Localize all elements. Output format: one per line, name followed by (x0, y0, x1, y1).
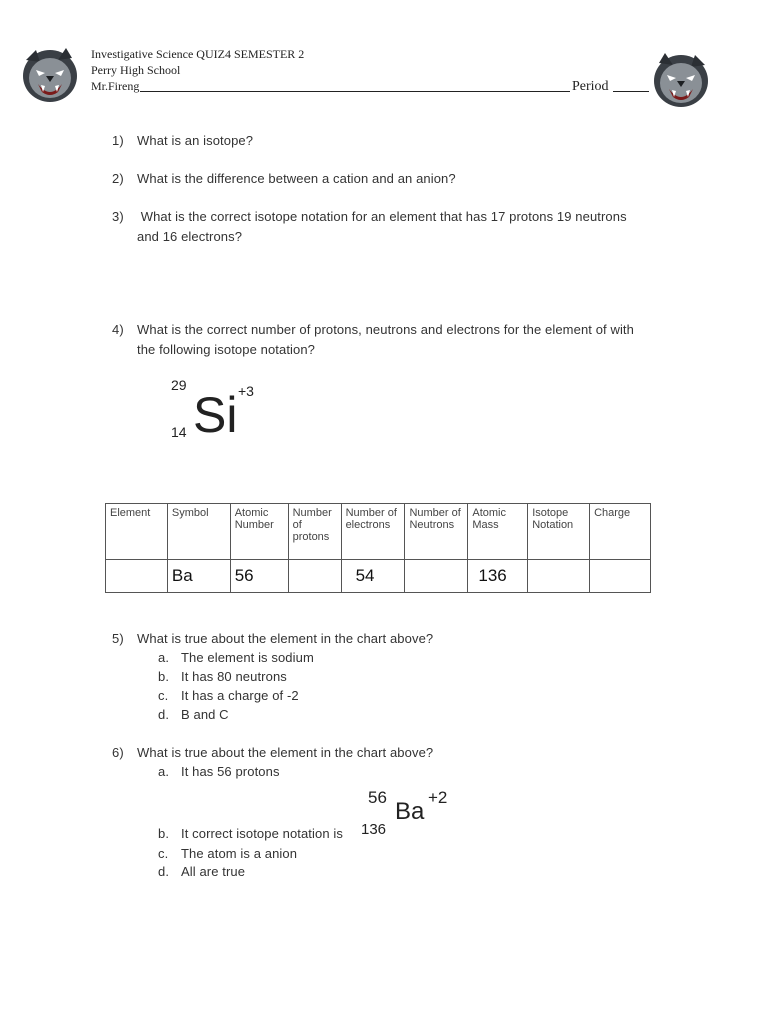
period-label: Period (572, 79, 609, 94)
question-number: 2) (112, 171, 124, 186)
cell-symbol[interactable]: Ba (167, 560, 230, 593)
option-text: It correct isotope notation is (181, 826, 343, 841)
q5-option-a[interactable] (158, 650, 314, 665)
question-text: What is true about the element in the chart above? (137, 631, 434, 646)
q5-option-d[interactable] (158, 707, 229, 722)
option-text: It has a charge of -2 (181, 688, 299, 703)
ba-mass-number: 56 (368, 788, 387, 807)
panther-mascot-icon (647, 47, 717, 113)
header-isotope-notation: Isotope Notation (528, 504, 590, 560)
option-letter: c. (158, 688, 169, 703)
question-text: What is the correct isotope notation for an element that has 17 protons 19 neutrons (137, 209, 627, 224)
cell-neutrons[interactable] (405, 560, 468, 593)
ba-charge: +2 (428, 788, 448, 807)
q6-option-a[interactable] (158, 764, 280, 779)
si-mass-number: 29 (171, 377, 187, 393)
course-line (91, 47, 304, 62)
panther-mascot-icon (14, 42, 84, 108)
cell-atomic-mass[interactable]: 136 (468, 560, 528, 593)
question-3-continued: and 16 electrons? (137, 229, 243, 244)
option-text: B and C (181, 707, 229, 722)
option-text: The element is sodium (181, 650, 314, 665)
ba-isotope-notation (358, 788, 458, 844)
option-letter: d. (158, 864, 170, 879)
cell-protons[interactable] (288, 560, 341, 593)
option-letter: b. (158, 826, 170, 841)
name-line (91, 79, 649, 94)
option-text: The atom is a anion (181, 846, 298, 861)
option-text: It has 80 neutrons (181, 669, 287, 684)
teacher-name: Mr.Fireng (91, 79, 140, 93)
option-letter: c. (158, 846, 169, 861)
header-atomic-number: Atomic Number (230, 504, 288, 560)
header-charge: Charge (590, 504, 651, 560)
q5-option-b[interactable] (158, 669, 287, 684)
q6-option-c[interactable] (158, 846, 298, 861)
header-atomic-mass: Atomic Mass (468, 504, 528, 560)
header-element: Element (106, 504, 168, 560)
question-number: 6) (112, 745, 124, 760)
cell-charge[interactable] (590, 560, 651, 593)
element-table (105, 503, 651, 593)
question-number: 3) (112, 209, 124, 224)
table-header-row (106, 504, 651, 560)
q5-option-c[interactable] (158, 688, 299, 703)
table-row (106, 560, 651, 593)
header-symbol: Symbol (167, 504, 230, 560)
question-number: 1) (112, 133, 124, 148)
option-text: It has 56 protons (181, 764, 280, 779)
semester-word: SEMESTER (233, 47, 296, 61)
q6-option-b[interactable] (158, 826, 343, 841)
si-atomic-number: 14 (171, 424, 187, 440)
ba-symbol: Ba (395, 798, 425, 825)
option-text: All are true (181, 864, 246, 879)
name-blank (140, 91, 570, 92)
header-neutrons: Number of Neutrons (405, 504, 468, 560)
option-letter: d. (158, 707, 170, 722)
si-isotope-notation (165, 375, 275, 445)
question-number: 4) (112, 322, 124, 337)
cell-atomic-number[interactable]: 56 (230, 560, 288, 593)
course-title: Investigative Science QUIZ (91, 47, 225, 61)
cell-isotope-notation[interactable] (528, 560, 590, 593)
period-blank (613, 91, 649, 92)
option-letter: a. (158, 650, 170, 665)
si-charge: +3 (238, 383, 254, 399)
question-text: What is true about the element in the chart above? (137, 745, 434, 760)
question-4-continued: the following isotope notation? (137, 342, 316, 357)
header-electrons: Number of electrons (341, 504, 405, 560)
header-protons: Number of protons (288, 504, 341, 560)
si-symbol: Si (193, 387, 238, 443)
cell-element[interactable] (106, 560, 168, 593)
quiz-number: 4 (224, 47, 231, 61)
q6-option-d[interactable] (158, 864, 246, 879)
question-number: 5) (112, 631, 124, 646)
option-letter: a. (158, 764, 170, 779)
semester-number: 2 (298, 47, 305, 61)
cell-electrons[interactable]: 54 (341, 560, 405, 593)
option-letter: b. (158, 669, 170, 684)
school-name: Perry High School (91, 63, 181, 77)
ba-atomic-number: 136 (361, 821, 387, 838)
question-text: What is the correct number of protons, neutrons and electrons for the element of with (137, 322, 634, 337)
question-text: What is the difference between a cation and an anion? (137, 171, 456, 186)
question-text: What is an isotope? (137, 133, 254, 148)
